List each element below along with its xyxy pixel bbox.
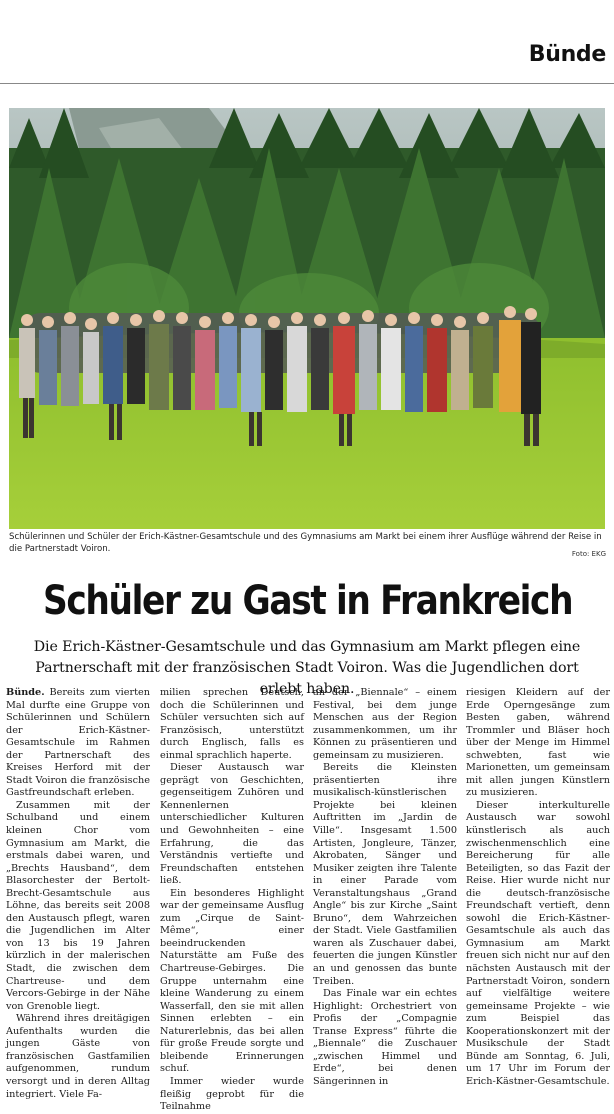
subheadline: Die Erich-Kästner-Gesamtschule und das Gymnasium am Markt pflegen eine Partnerschaft mit der französischen Stadt Voiron. Was die Jugendlichen dort erlebt haben.	[33, 639, 581, 697]
article-paragraph: Dieser Austausch war geprägt von Geschichten, gegenseitigem Zuhören und Kennenlernen unterschiedlicher Kulturen und Gewohnheiten – eine Erfahrung, die das Verständnis vertiefte und Freundschaften entstehen ließ.	[160, 762, 304, 887]
photo-caption: Schülerinnen und Schüler der Erich-Kästner-Gesamtschule und des Gymnasiums am Markt bei einem ihrer Ausflüge während der Reise in die Partnerstadt Voiron.	[9, 532, 602, 554]
article-paragraph: Bereits die Kleinsten präsentierten ihre musikalisch-künstlerischen Projekte bei kleinen Auftritten im „Jardin de Ville“. Insgesamt 1.500 Artisten, Jongleure, Tänzer, Akrobaten, Sänger und Musiker zeigten ihre Talente in einer Parade vom Veranstaltungshaus „Grand Angle“ bis zur Kirche „Saint Bruno“, dem Wahrzeichen der Stadt. Viele Gastfamilien waren als Zuschauer dabei, feuerten die jungen Künstler an und genossen das bunte Treiben.	[313, 762, 457, 987]
photo-credit: Foto: EKG	[571, 550, 606, 558]
article-paragraph: Während ihres dreitägigen Aufenthalts wurden die jungen Gäste von französischen Gastfamilien aufgenommen, rundum versorgt und in deren Alltag integriert. Viele Fa-	[6, 1013, 150, 1100]
article-paragraph: Ein besonderes Highlight war der gemeinsame Ausflug zum „Cirque de Saint-Même“, einer beeindruckenden Naturstätte am Fuße des Chartreuse-Gebirges. Die Gruppe unternahm eine kleine Wanderung zu einem Wasserfall, den sie mit allen Sinnen erlebten – ein Naturerlebnis, das bei allen für große Freude sorgte und bleibende Erinnerungen schuf.	[160, 887, 304, 1075]
article-paragraph: an der „Biennale“ – einem Festival, bei dem junge Menschen aus der Region zusammenkommen, um ihr Können zu präsentieren und gemeinsam zu musizieren.	[313, 687, 457, 761]
article-paragraph: Zusammen mit der Schulband und einem kleinen Chor vom Gymnasium am Markt, die erstmals dabei waren, und „Brechts Hausband“, dem Blasorchester der Bertolt-Brecht-Gesamtschule aus Löhne, das bereits seit 2008 den Austausch pflegt, waren die Jugendlichen im Alter von 13 bis 19 Jahren kürzlich in der malerischen Stadt, die zwischen dem Chartreuse- und dem Vercors-Gebirge in der Nähe von Grenoble liegt.	[6, 799, 150, 1012]
article-column-3	[313, 687, 457, 1089]
dateline: Bünde.	[6, 687, 45, 698]
article-paragraph: Immer wieder wurde fleißig geprobt für die Teilnahme	[160, 1075, 304, 1113]
article-paragraph: Dieser interkulturelle Austausch war sowohl künstlerisch als auch zwischenmenschlich eine Bereicherung für alle Beteiligten, so das Fazit der Reise. Hier wurde nicht nur die deutsch-französische Freundschaft vertieft, denn sowohl die Erich-Kästner-Gesamtschule als auch das Gymnasium am Markt freuen sich nicht nur auf den nächsten Austausch mit der Partnerstadt Voiron, sondern auf vielfältige weitere gemeinsame Projekte – wie zum Beispiel das Kooperationskonzert mit der Musikschule der Stadt Bünde am Sonntag, 6. Juli, um 17 Uhr im Forum der Erich-Kästner-Gesamtschule.	[466, 799, 610, 1087]
article-column-1	[6, 687, 150, 1101]
headline: Schüler zu Gast in Frankreich	[42, 578, 573, 624]
section-title: Bünde	[528, 42, 606, 67]
article-paragraph: Das Finale war ein echtes Highlight: Orchestriert von Profis der „Compagnie Transe Express“ führte die „Biennale“ die Zuschauer „zwischen Himmel und Erde“, bei denen Sängerinnen in	[313, 988, 457, 1087]
header-rule	[0, 83, 614, 84]
article-paragraph: Bünde. Bereits zum vierten Mal durfte eine Gruppe von Schülerinnen und Schülern der Erich-Kästner-Gesamtschule im Rahmen der Partnerschaft des Kreises Herford mit der Stadt Voiron die französische Gastfreundschaft erleben.	[6, 687, 151, 799]
article-column-4	[466, 687, 610, 1089]
article-paragraph: milien sprechen Deutsch, doch die Schülerinnen und Schüler versuchten sich auf Französisch, unterstützt durch Englisch, falls es einmal sprachlich haperte.	[160, 687, 304, 761]
article-paragraph: riesigen Kleidern auf der Erde Operngesänge zum Besten gaben, während Trommler und Bläser hoch über der Menge im Himmel schwebten, fast wie Marionetten, um gemeinsam mit allen jungen Künstlern zu musizieren.	[466, 687, 610, 799]
group-photo	[9, 108, 605, 529]
article-column-2	[160, 687, 304, 1114]
